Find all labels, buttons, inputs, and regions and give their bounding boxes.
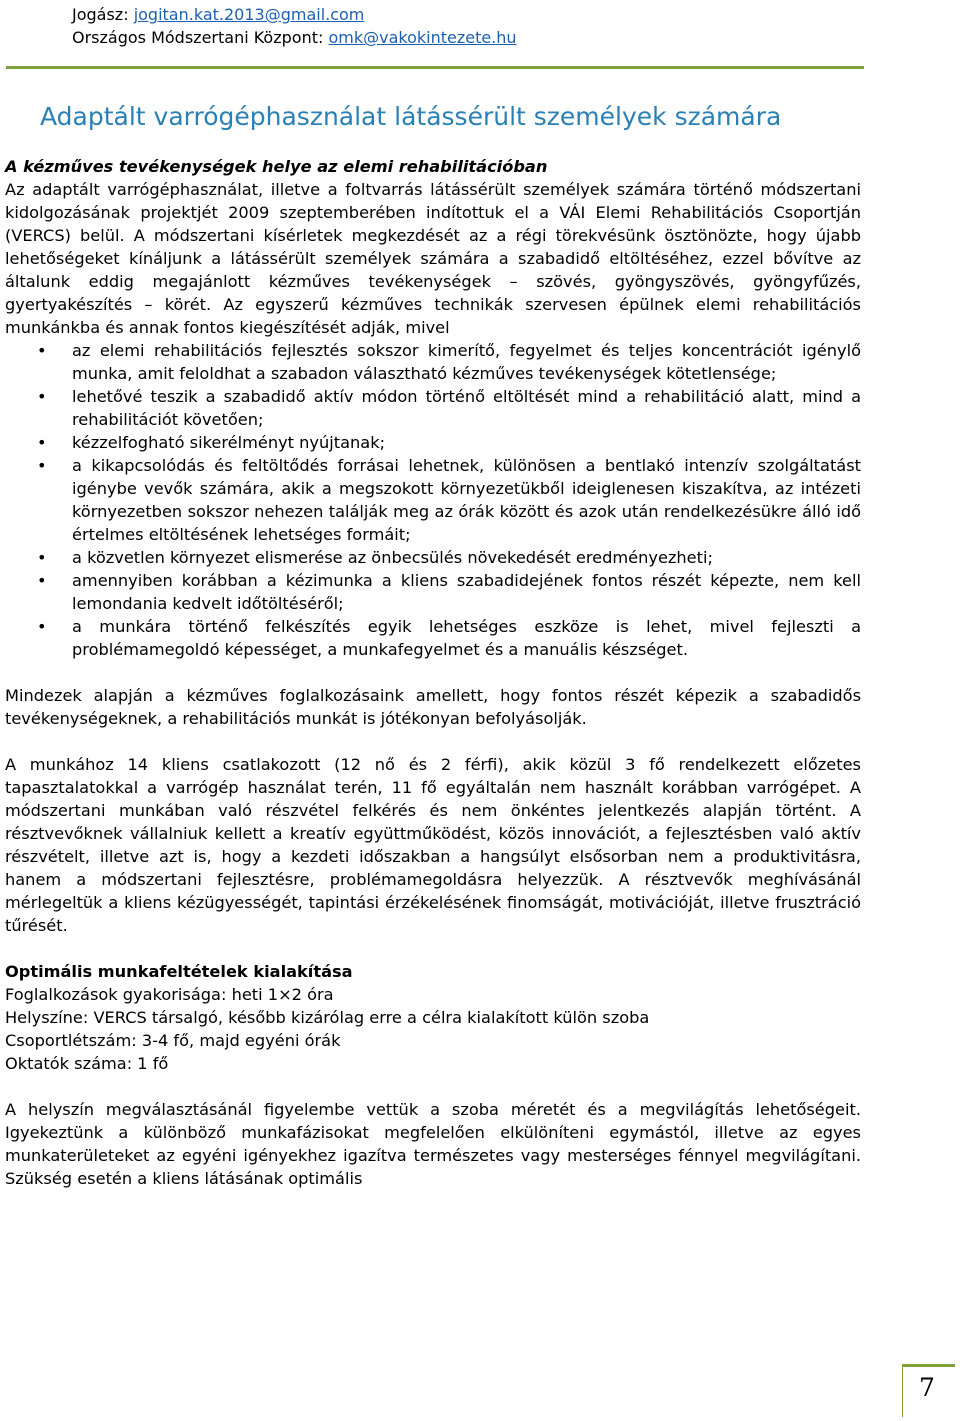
- center-email-link[interactable]: omk@vakokintezete.hu: [328, 28, 517, 47]
- condition-line: Helyszíne: VERCS társalgó, később kizárólag erre a célra kialakított külön szoba: [5, 1008, 650, 1027]
- lawyer-email-link[interactable]: jogitan.kat.2013@gmail.com: [133, 5, 365, 24]
- section-heading-crafts: A kézműves tevékenységek helye az elemi rehabilitációban: [5, 157, 548, 176]
- condition-line: Oktatók száma: 1 fő: [5, 1054, 169, 1073]
- header-divider: [6, 66, 864, 69]
- benefits-list: [5, 339, 861, 661]
- list-item: • lehetővé teszik a szabadidő aktív módon történő eltöltését mind a rehabilitáció alatt, mind a rehabilitációt követően;: [5, 385, 861, 431]
- intro-paragraph: Az adaptált varrógéphasználat, illetve a foltvarrás látássérült személyek számára történő módszertani kidolgozásának projektjét 2009 szeptemberében indítottuk el a VÁI Elemi Rehabilitációs Csoportján (VERCS) belül. A módszertani kísérletek megkezdését az a régi törekvésünk ösztönözte, hogy újabb lehetőségeket kínáljunk a látássérült személyek számára a szabadidő eltöltéséhez, ezzel bővítve az általunk eddig megajánlott kézműves tevékenységek – szövés, gyöngyszövés, gyöngyfűzés, gyertyakészítés – körét. Az egyszerű kézműves technikák szervesen épülnek elemi rehabilitációs munkánkba és annak fontos kiegészítését adják, mivel: [5, 180, 861, 337]
- list-item: • kézzelfogható sikerélményt nyújtanak;: [5, 431, 861, 454]
- section-heading-conditions: Optimális munkafeltételek kialakítása: [5, 962, 353, 981]
- header-label-lawyer: Jogász:: [72, 5, 134, 24]
- condition-line: Foglalkozások gyakorisága: heti 1×2 óra: [5, 985, 334, 1004]
- page-header: [72, 3, 517, 49]
- header-line-1: [72, 3, 517, 26]
- participants-paragraph: A munkához 14 kliens csatlakozott (12 nő és 2 férfi), akik közül 3 fő rendelkezett előzetes tapasztalatokkal a varrógép használat terén, 11 fő egyáltalán nem használt korábban varrógépet. A módszertani munkában való részvétel felkérés és nem önkéntes jelentkezés alapján történt. A résztvevőknek vállalniuk kellett a kreatív együttműködést, közös innovációt, a fejlesztésben való aktív részvételt, illetve azt is, hogy a kezdeti időszakban a hangsúlyt elsősorban nem a produktivitásra, hanem a módszertani fejlesztésre, problémamegoldásra helyezzük. A résztvevők meghívásánál mérlegeltük a kliens kézügyességét, tapintási érzékelésének finomságát, motivációját, illetve frusztráció tűrését.: [5, 755, 861, 935]
- summary-paragraph: Mindezek alapján a kézműves foglalkozásaink amellett, hogy fontos részét képezik a szabadidős tevékenységeknek, a rehabilitációs munkát is jótékonyan befolyásolják.: [5, 686, 861, 728]
- list-item: • a kikapcsolódás és feltöltődés forrásai lehetnek, különösen a bentlakó intenzív szolgáltatást igénybe vevők számára, akik a megszokott környezetükből ideiglenesen kiszakítva, az intézeti környezetben sokszor nehezen találják meg az órák között és azok után rendelkezésükre álló idő értelmes eltöltésének lehetséges formáit;: [5, 454, 861, 546]
- list-item: • az elemi rehabilitációs fejlesztés sokszor kimerítő, fegyelmet és teljes koncentrációt igénylő munka, amit feloldhat a szabadon választható kézműves tevékenységek kötetlensége;: [5, 339, 861, 385]
- location-paragraph: A helyszín megválasztásánál figyelembe vettük a szoba méretét és a megvilágítás lehetőségeit. Igyekeztünk a különböző munkafázisokat megfelelően elkülöníteni egymástól, illetve az egyes munkaterületeket az egyéni igényekhez igazítva természetes vagy mesterséges fénnyel megvilágítani. Szükség esetén a kliens látásának optimális: [5, 1100, 861, 1188]
- list-item: • a közvetlen környezet elismerése az önbecsülés növekedését eredményezheti;: [5, 546, 861, 569]
- document-body: [5, 155, 861, 1190]
- condition-line: Csoportlétszám: 3-4 fő, majd egyéni órák: [5, 1031, 341, 1050]
- list-item: • a munkára történő felkészítés egyik lehetséges eszköze is lehet, mivel fejleszti a problémamegoldó képességet, a munkafegyelmet és a manuális készséget.: [5, 615, 861, 661]
- header-label-center: Országos Módszertani Központ:: [72, 28, 329, 47]
- page-number: 7: [919, 1373, 935, 1402]
- document-title: Adaptált varrógéphasználat látássérült személyek számára: [40, 102, 782, 131]
- header-line-2: [72, 26, 517, 49]
- list-item: • amennyiben korábban a kézimunka a kliens szabadidejének fontos részét képezte, nem kell lemondania kedvelt időtöltéséről;: [5, 569, 861, 615]
